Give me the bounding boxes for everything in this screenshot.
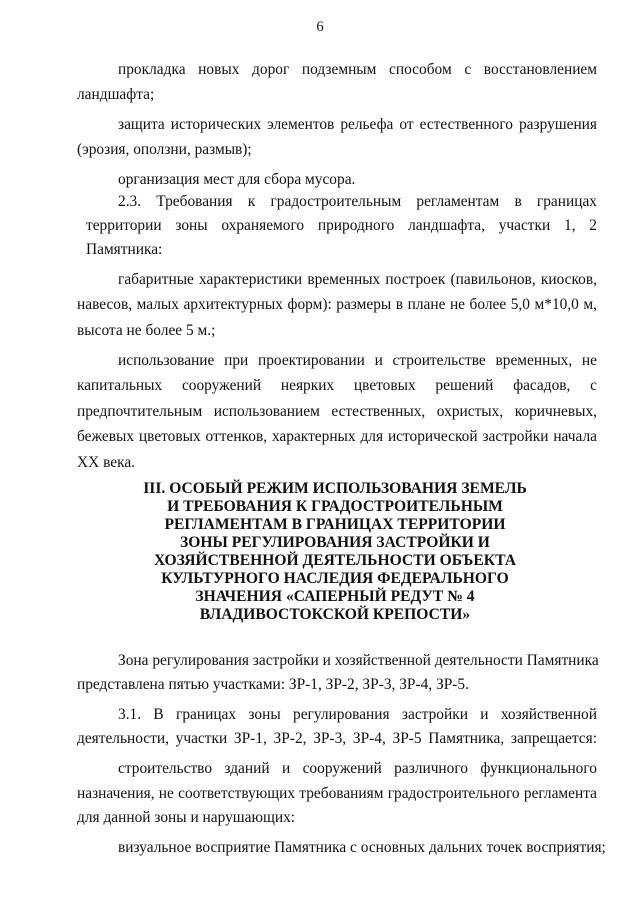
heading-line: ХОЗЯЙСТВЕННОЙ ДЕЯТЕЛЬНОСТИ ОБЪЕКТА — [154, 552, 516, 569]
text-line: XX века. — [77, 454, 136, 471]
text-line: использование при проектировании и строительстве временных, не — [118, 352, 597, 369]
text-line: назначения, не соответствующих требованиям градостроительного регламента — [77, 785, 597, 802]
page-number: 6 — [316, 19, 324, 35]
heading-line: ЗОНЫ РЕГУЛИРОВАНИЯ ЗАСТРОЙКИ И — [180, 534, 490, 551]
text-line: высота не более 5 м.; — [77, 322, 216, 339]
text-line: деятельности, участки ЗР-1, ЗР-2, ЗР-3, ЗР-4, ЗР-5 Памятника, запрещается: — [77, 730, 597, 747]
text-line: территории зоны охраняемого природного ландшафта, участки 1, 2 — [86, 217, 597, 234]
text-line: Памятника: — [86, 241, 163, 258]
text-line: ландшафта; — [77, 86, 155, 103]
text-line: для данной зоны и нарушающих: — [77, 809, 296, 826]
heading-line: ЗНАЧЕНИЯ «САПЕРНЫЙ РЕДУТ № 4 — [195, 588, 475, 605]
text-line: (эрозия, оползни, размыв); — [77, 141, 252, 158]
text-line: габаритные характеристики временных построек (павильонов, киосков, — [118, 271, 597, 288]
text-line: капитальных сооружений неярких цветовых решений фасадов, с — [77, 377, 597, 394]
text-line: представлена пятью участками: ЗР-1, ЗР-2, ЗР-3, ЗР-4, ЗР-5. — [77, 676, 469, 693]
text-line: организация мест для сбора мусора. — [118, 171, 356, 188]
text-line: визуальное восприятие Памятника с основных дальних точек восприятия; — [118, 839, 606, 856]
heading-line: ВЛАДИВОСТОКСКОЙ КРЕПОСТИ» — [199, 606, 471, 623]
heading-line: РЕГЛАМЕНТАМ В ГРАНИЦАХ ТЕРРИТОРИИ — [164, 516, 506, 533]
text-line: 2.3. Требования к градостроительным регламентам в границах — [118, 193, 597, 210]
heading-line: И ТРЕБОВАНИЯ К ГРАДОСТРОИТЕЛЬНЫМ — [167, 498, 503, 515]
heading-line: КУЛЬТУРНОГО НАСЛЕДИЯ ФЕДЕРАЛЬНОГО — [161, 570, 509, 587]
text-line: Зона регулирования застройки и хозяйственной деятельности Памятника — [118, 652, 599, 669]
text-line: навесов, малых архитектурных форм): размеры в плане не более 5,0 м*10,0 м, — [77, 296, 597, 313]
heading-line: III. ОСОБЫЙ РЕЖИМ ИСПОЛЬЗОВАНИЯ ЗЕМЕЛЬ — [143, 480, 527, 497]
text-line: бежевых цветовых оттенков, характерных для исторической застройки начала — [77, 428, 597, 445]
text-line: предпочтительным использованием естественных, охристых, коричневых, — [77, 403, 597, 420]
text-line: 3.1. В границах зоны регулирования застройки и хозяйственной — [118, 706, 597, 723]
text-line: защита исторических элементов рельефа от естественного разрушения — [118, 116, 597, 133]
text-line: прокладка новых дорог подземным способом с восстановлением — [118, 61, 597, 78]
text-line: строительство зданий и сооружений различного функционального — [118, 760, 597, 777]
